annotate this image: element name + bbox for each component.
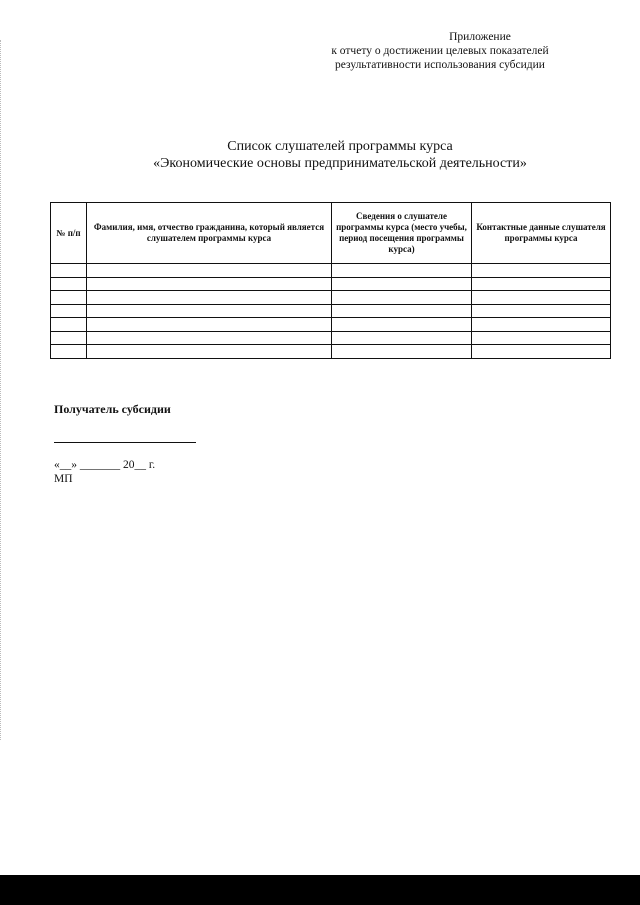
table-cell[interactable] [332,277,472,291]
header-listener-info: Сведения о слушателе программы курса (место учебы, период посещения программы курса) [332,203,472,264]
table-cell[interactable] [51,318,87,332]
title-line-1: Список слушателей программы курса [227,139,453,154]
date-field: «__» _______ 20__ г. [54,459,156,471]
table-cell[interactable] [87,277,332,291]
table-cell[interactable] [332,318,472,332]
table-row [51,318,611,332]
table-cell[interactable] [51,304,87,318]
table-cell[interactable] [51,345,87,359]
table-cell[interactable] [472,331,611,345]
table-cell[interactable] [51,291,87,305]
appendix-line-3: результативности использования субсидии [335,59,545,71]
recipient-label: Получатель субсидии [54,402,171,416]
listeners-table [50,202,611,359]
table-cell[interactable] [87,345,332,359]
header-full-name: Фамилия, имя, отчество гражданина, который является слушателем программы курса [87,203,332,264]
table-cell[interactable] [472,345,611,359]
table-cell[interactable] [472,277,611,291]
table-cell[interactable] [87,264,332,278]
table-body [51,264,611,359]
table-cell[interactable] [332,345,472,359]
table-cell[interactable] [332,331,472,345]
table-cell[interactable] [472,304,611,318]
table-cell[interactable] [472,264,611,278]
appendix-line-2: к отчету о достижении целевых показателей [331,45,549,57]
table-cell[interactable] [87,291,332,305]
table-row [51,331,611,345]
table-cell[interactable] [332,264,472,278]
table-row [51,291,611,305]
table-row [51,264,611,278]
table-cell[interactable] [332,304,472,318]
appendix-header [280,30,600,72]
table-row [51,304,611,318]
stamp-label: МП [54,473,73,485]
table-cell[interactable] [87,331,332,345]
table-cell[interactable] [472,291,611,305]
table-cell[interactable] [332,291,472,305]
table-cell[interactable] [51,264,87,278]
table-cell[interactable] [87,304,332,318]
table-row [51,277,611,291]
table-row [51,345,611,359]
header-number: № п/п [51,203,87,264]
title-line-2: «Экономические основы предпринимательской деятельности» [153,156,527,171]
table-header-row [51,203,611,264]
table-cell[interactable] [51,331,87,345]
header-contacts: Контактные данные слушателя программы курса [472,203,611,264]
table-cell[interactable] [51,277,87,291]
table-cell[interactable] [472,318,611,332]
appendix-title: Приложение [449,31,511,43]
signature-line [54,442,196,443]
scan-bottom-border [0,875,640,905]
document-title [0,138,640,172]
table-cell[interactable] [87,318,332,332]
